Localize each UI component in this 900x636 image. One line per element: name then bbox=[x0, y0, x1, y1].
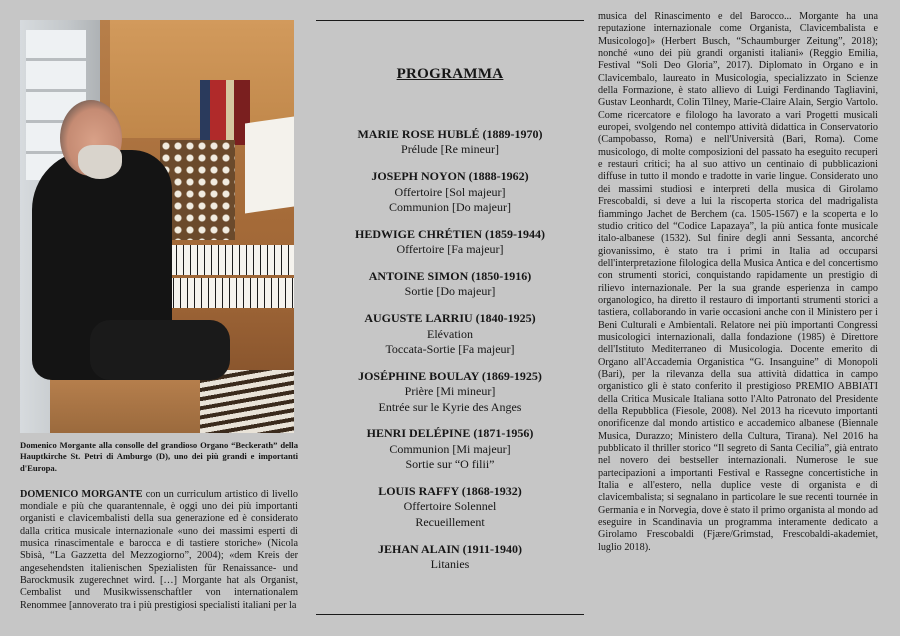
composer-name: AUGUSTE LARRIU (1840-1925) bbox=[364, 311, 536, 326]
programme-column bbox=[316, 20, 584, 616]
work-title: Offertoire [Fa majeur] bbox=[396, 242, 504, 257]
programme-item bbox=[316, 369, 584, 415]
organist-beard bbox=[78, 145, 122, 179]
composer-name: JEHAN ALAIN (1911-1940) bbox=[377, 541, 522, 556]
bio-left-paragraph bbox=[20, 489, 298, 612]
programme-list bbox=[316, 127, 584, 584]
composer-name: JOSÉPHINE BOULAY (1869-1925) bbox=[358, 368, 542, 383]
composer-name: HEDWIGE CHRÉTIEN (1859-1944) bbox=[354, 226, 545, 241]
right-column bbox=[598, 11, 878, 554]
left-column bbox=[20, 20, 298, 612]
composer-name: ANTOINE SIMON (1850-1916) bbox=[368, 269, 532, 284]
work-title: Entrée sur le Kyrie des Anges bbox=[378, 399, 522, 414]
organist-photo bbox=[20, 20, 294, 433]
organ-manual-upper bbox=[170, 245, 294, 275]
organist-legs bbox=[90, 320, 230, 380]
bio-right-text: musica del Rinascimento e del Barocco... Morgante ha una reputazione internazionale come Organista, Clavicembalista e Musicologo]» (Herbert Busch, “Schaumburger Zeitung”, 2018); nonché «uno dei più grandi organisti italiani» (Reggio Emilia, Festival “Soli Deo Gloria”, 2017). Diplomato in Organo e in Clavicembalo, laureato in Musicologia, specializzato in Scienze della Formazione, è stato allievo di Luigi Ferdinando Tagliavini, Gustav Leonhardt, Colin Tilney, Marie-Claire Alain, Sergio Vartolo. Come ricercatore e filologo ha lavorato a vari Progetti musicali europei, svolgendo nel contempo attività didattica in Conservatorio (Campobasso, Roma) e nell'Università (Bari, Roma). Come musicologo, di molte composizioni del passato ha eseguito recuperi e restauri critici; ha al suo attivo un centinaio di pubblicazioni diffuse in tutto il mondo e tradotte in varie lingue. Considerato uno dei massimi studiosi e interpreti della musica di Girolamo Frescobaldi, si deve a lui la riscoperta storica del madrigalista fiammingo Jachet de Berchem (ca. 1505-1567) e la scoperta e lo studio critico del “Codice Lapazaya”, la più antica fonte musicale italo-albanese (1532). Sul finire degli anni Sessanta, ancorché giovanissimo, è stato tra i primi in Italia ad occuparsi dell'interpretazione filologica della Musica Antica e del concertismo con strumenti storici, conquistando rapidamente un prestigio di rilievo internazionale. Per la sua grande esperienza in campo organologico, ha diretto il restauro di importanti strumenti storici a tastiera, collaborando in varie occasioni anche con il Ministero per i Beni Culturali e Ambientali. Relatore nei più importanti Congressi musicologici internazionali, dalla fondazione (1985) è Direttore dell'Istituto Mediterraneo di Musicologia. Docente emerito di Organo all'Accademia Organistica “G. Insanguine” di Monopoli (Bari), per la rilevanza della sua attività didattica in campo organistico gli è stato conferito il prestigioso PREMIO ABBIATI della Critica Musicale Italiana sotto l'Alto Patronato del Presidente della Repubblica (Fiesole, 2008). Nel 2013 ha ricevuto importanti onorificenze dal mondo artistico e accademico albanese (Biennale Musica, Durazzo; Ministero della Cultura, Tirana). Nel 2016 ha pubblicato il thriller storico “Il segreto di Santa Cecilia”, già entrato nel novero dei bestseller internazionali. Numerose le sue partecipazioni a importanti Festival e Rassegne concertistiche in Italia e all'estero, nella duplice veste di organista e di clavicembalista; si segnalano in particolare le sue recenti tournée in Germania e in Norvegia, dove è stato il primo organista al mondo ad eseguire in Scandinavia un programma interamente dedicato a Girolamo Frescobaldi (Fjære/Grimstad, Frescobaldi-akademiet, luglio 2018). bbox=[598, 11, 878, 553]
top-rule bbox=[316, 20, 584, 21]
work-title: Sortie sur “O filii” bbox=[405, 457, 495, 472]
work-title: Litanies bbox=[430, 557, 470, 572]
sheet-music bbox=[245, 117, 294, 214]
programme-item bbox=[316, 542, 584, 573]
programme-item bbox=[316, 269, 584, 300]
organ-manual-lower bbox=[160, 278, 294, 308]
work-title: Prélude [Re mineur] bbox=[401, 142, 499, 157]
caption-text: Domenico Morgante alla consolle del grandioso Organo “Beckerath” della Hauptkirche St. Petri di Amburgo (D), uno dei più grandi e importanti d'Europa. bbox=[20, 440, 298, 473]
photo-books bbox=[200, 80, 250, 145]
photo-caption bbox=[20, 440, 298, 474]
programme-item bbox=[316, 127, 584, 158]
work-title: Recueillement bbox=[415, 514, 485, 529]
programme-title: PROGRAMMA bbox=[396, 66, 504, 82]
composer-name: MARIE ROSE HUBLÉ (1889-1970) bbox=[357, 127, 543, 141]
work-title: Offertoire [Sol majeur] bbox=[394, 184, 506, 199]
work-title: Sortie [Do majeur] bbox=[404, 284, 496, 299]
composer-name: LOUIS RAFFY (1868-1932) bbox=[378, 484, 522, 499]
composer-name: JOSEPH NOYON (1888-1962) bbox=[371, 169, 529, 184]
composer-name: HENRI DELÉPINE (1871-1956) bbox=[366, 426, 534, 441]
programme-item bbox=[316, 484, 584, 530]
bio-left bbox=[20, 489, 298, 612]
programme-item bbox=[316, 311, 584, 357]
work-title: Communion [Mi majeur] bbox=[389, 441, 511, 456]
bio-name: DOMENICO MORGANTE bbox=[20, 488, 143, 500]
programme-item bbox=[316, 169, 584, 215]
bottom-rule bbox=[316, 614, 584, 615]
work-title: Toccata-Sortie [Fa majeur] bbox=[385, 342, 515, 357]
work-title: Offertoire Solennel bbox=[403, 499, 497, 514]
work-title: Prière [Mi mineur] bbox=[404, 384, 496, 399]
bio-left-text: con un curriculum artistico di livello mondiale e più che quarantennale, è oggi uno dei più importanti organisti e clavicembalisti della sua generazione ed è considerato dalla critica musicale internazionale «uno dei massimi esperti di musica rinascimentale e barocca e di tastiere storiche» (Nicola Sbisà, “La Gazzetta del Mezzogiorno”, 2004); «dem Kreis der angesehendsten italienischen Spezialisten für Renaissance- und Barockmusik zugerechnet wird. […] Morgante hat als Organist, Cembalist und Musikwissenschaftler von internationalem Renommee [annoverato tra i più prestigiosi specialisti italiani per la bbox=[20, 488, 298, 611]
work-title: Elévation bbox=[427, 326, 473, 341]
work-title: Communion [Do majeur] bbox=[389, 200, 511, 215]
programme-item bbox=[316, 227, 584, 258]
programme-item bbox=[316, 426, 584, 472]
